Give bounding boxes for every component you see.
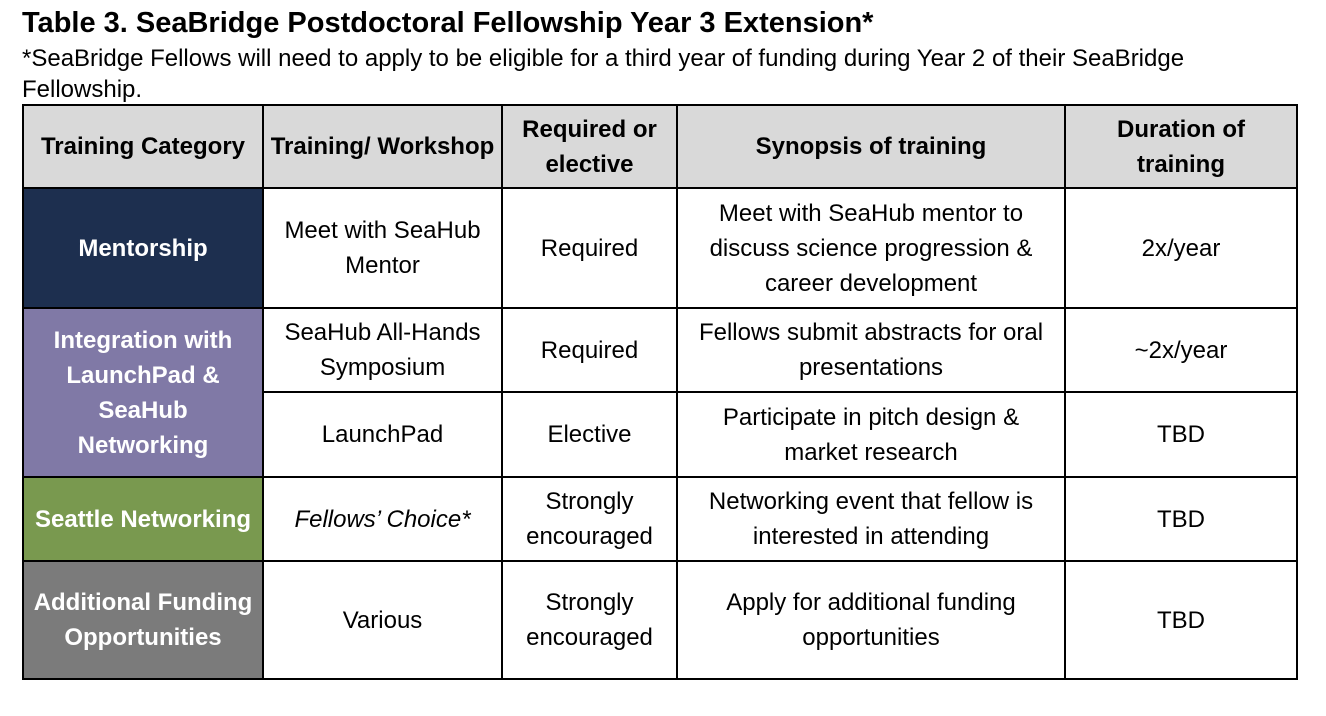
required-cell: Required: [502, 308, 677, 392]
header-training-category: Training Category: [23, 105, 263, 188]
duration-cell: ~2x/year: [1065, 308, 1297, 392]
synopsis-cell: Fellows submit abstracts for oral presentations: [677, 308, 1065, 392]
category-additional-funding: Additional Funding Opportunities: [23, 561, 263, 679]
required-cell: Strongly encouraged: [502, 561, 677, 679]
duration-cell: TBD: [1065, 392, 1297, 477]
workshop-cell: Fellows’ Choice*: [263, 477, 502, 561]
workshop-cell: LaunchPad: [263, 392, 502, 477]
table-row: [23, 477, 1297, 561]
synopsis-cell: Networking event that fellow is interested in attending: [677, 477, 1065, 561]
header-training-workshop: Training/ Workshop: [263, 105, 502, 188]
table-footnote: *SeaBridge Fellows will need to apply to be eligible for a third year of funding during Year 2 of their SeaBridge Fellowship.: [22, 45, 1185, 103]
table-title: Table 3. SeaBridge Postdoctoral Fellowship Year 3 Extension*: [22, 7, 874, 39]
required-cell: Elective: [502, 392, 677, 477]
header-duration: Duration of training: [1065, 105, 1297, 188]
workshop-cell: SeaHub All-Hands Symposium: [263, 308, 502, 392]
table-row: [23, 188, 1297, 308]
required-cell: Required: [502, 188, 677, 308]
table-row: [23, 308, 1297, 392]
category-seattle-networking: Seattle Networking: [23, 477, 263, 561]
synopsis-cell: Meet with SeaHub mentor to discuss science progression & career development: [677, 188, 1065, 308]
training-table: [22, 104, 1298, 680]
workshop-cell: Various: [263, 561, 502, 679]
duration-cell: TBD: [1065, 561, 1297, 679]
required-cell: Strongly encouraged: [502, 477, 677, 561]
workshop-cell: Meet with SeaHub Mentor: [263, 188, 502, 308]
duration-cell: 2x/year: [1065, 188, 1297, 308]
header-required-or-elective: Required or elective: [502, 105, 677, 188]
category-integration: Integration with LaunchPad & SeaHub Networking: [23, 308, 263, 477]
table-row: [23, 561, 1297, 679]
category-mentorship: Mentorship: [23, 188, 263, 308]
synopsis-cell: Apply for additional funding opportunities: [677, 561, 1065, 679]
header-row: [23, 105, 1297, 188]
synopsis-cell: Participate in pitch design & market research: [677, 392, 1065, 477]
duration-cell: TBD: [1065, 477, 1297, 561]
header-synopsis: Synopsis of training: [677, 105, 1065, 188]
